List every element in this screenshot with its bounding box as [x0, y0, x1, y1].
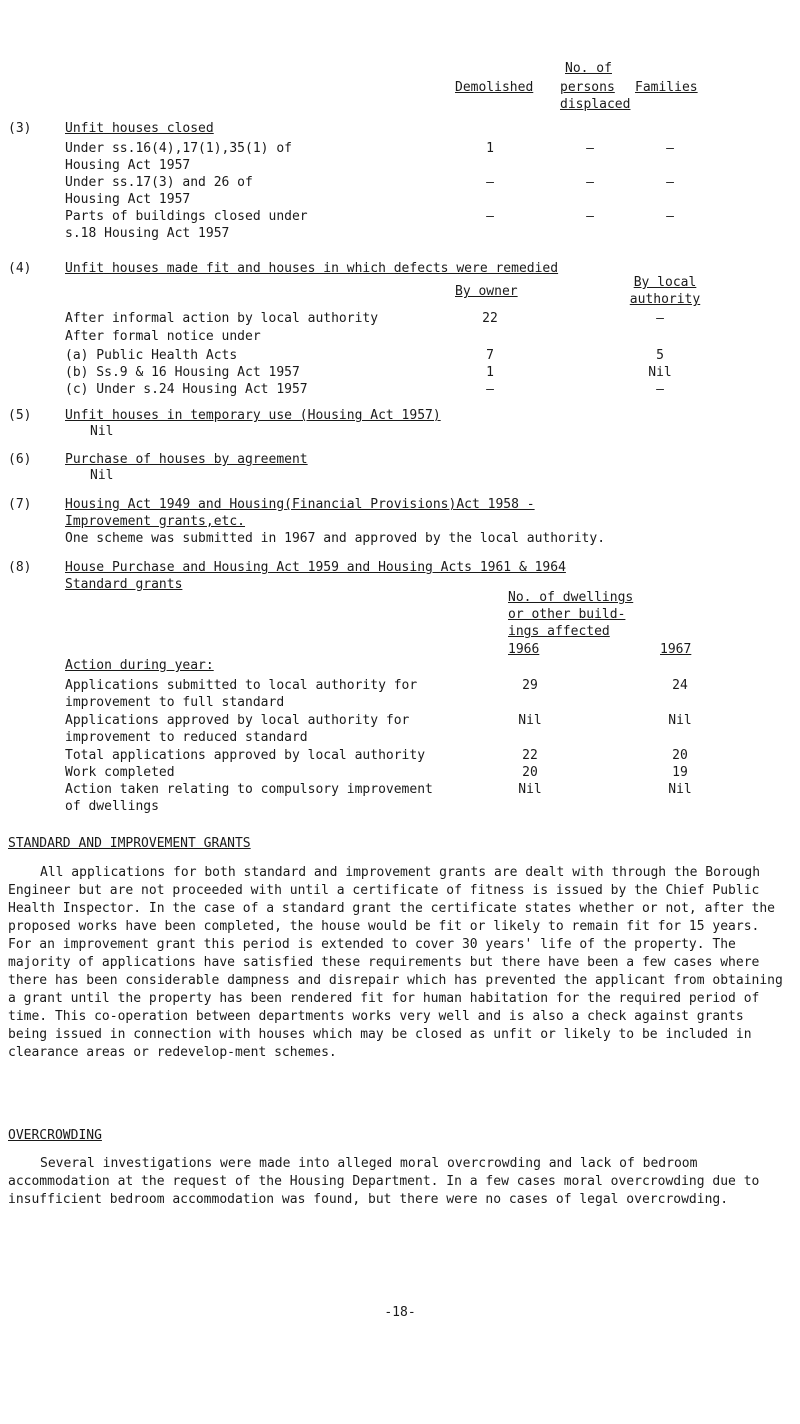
closed-row-3-persons: – [586, 209, 594, 224]
section-text-7: One scheme was submitted in 1967 and approved by the local authority. [65, 531, 606, 546]
closed-row-3-demolished: – [486, 209, 494, 224]
section-title-7: Housing Act 1949 and Housing(Financial Provisions)Act 1958 - [65, 497, 535, 512]
closed-row-2-families: – [666, 175, 674, 190]
section-number-8: (8) [8, 560, 32, 575]
grant-row-4-1967: 19 [672, 765, 688, 780]
remedied-informal-label: After informal action by local authority [65, 311, 379, 326]
closed-row-3-label: Parts of buildings closed under [65, 209, 308, 224]
col-header-displaced: displaced [560, 97, 631, 112]
grants-paragraph: All applications for both standard and improvement grants are dealt with through the Borough Engineer but are not proceeded with until a certificate of fitness is issued by the Chief Public Health Inspector. In the case of a standard grant the certificate states whether or not, after the proposed works have been completed, the house would be fit or likely to remain fit for 15 years. For an improvement grant this period is extended to cover 30 years' life of the property. The majority of applications have satisfied these requirements but there have been a few cases where there has been considerable dampness and disrepair which has prevented the applicant from obtaining a grant until the property has been rendered fit for human habitation for the required period of time. This co-operation between departments works very well and is also a check against grants being issued in connection with houses which may be closed as unfit or likely to be included in clearance areas or redevelop-ment schemes. [8, 865, 783, 1060]
closed-row-2-demolished: – [486, 175, 494, 190]
col-header-families: Families [635, 80, 698, 95]
remedied-c-label: (c) Under s.24 Housing Act 1957 [65, 382, 308, 397]
grant-row-5-label-2: of dwellings [65, 799, 159, 814]
grant-row-4-label: Work completed [65, 765, 175, 780]
grant-row-1-1967: 24 [672, 678, 688, 693]
section-title-6: Purchase of houses by agreement [65, 452, 308, 467]
grant-row-1-1966: 29 [522, 678, 538, 693]
grant-row-3-1967: 20 [672, 748, 688, 763]
grant-row-5-1967: Nil [668, 782, 692, 797]
remedied-b-owner: 1 [486, 365, 494, 380]
col-header-year-1967: 1967 [660, 642, 692, 657]
section-title-7-line2: Improvement grants,etc. [65, 514, 246, 529]
closed-row-1-label-2: Housing Act 1957 [65, 158, 191, 173]
remedied-c-owner: – [486, 382, 494, 397]
closed-row-2-persons: – [586, 175, 594, 190]
section-title-8: House Purchase and Housing Act 1959 and Housing Acts 1961 & 1964 [65, 560, 566, 575]
section-title-5: Unfit houses in temporary use (Housing Act 1957) [65, 408, 441, 423]
closed-row-2-label: Under ss.17(3) and 26 of [65, 175, 253, 190]
grant-row-5-label: Action taken relating to compulsory improvement [65, 782, 433, 797]
grant-row-5-1966: Nil [518, 782, 542, 797]
overcrowding-paragraph: Several investigations were made into alleged moral overcrowding and lack of bedroom accommodation at the request of the Housing Department. In a few cases moral overcrowding due to insufficient bedroom accommodation was found, but there were no cases of legal overcrowding. [8, 1156, 760, 1207]
section-title-3: Unfit houses closed [65, 121, 214, 136]
page-number: -18- [384, 1305, 416, 1320]
grant-row-2-1967: Nil [668, 713, 692, 728]
remedied-c-local: – [656, 382, 664, 397]
grants-heading: STANDARD AND IMPROVEMENT GRANTS [8, 836, 251, 851]
closed-row-2-label-2: Housing Act 1957 [65, 192, 191, 207]
grant-row-1-label-2: improvement to full standard [65, 695, 285, 710]
grant-row-2-1966: Nil [518, 713, 542, 728]
remedied-a-label: (a) Public Health Acts [65, 348, 238, 363]
grant-row-2-label-2: improvement to reduced standard [65, 730, 308, 745]
col-header-dwellings-3: ings affected [508, 624, 610, 639]
col-header-dwellings-2: or other build- [508, 607, 626, 622]
section-value-6: Nil [90, 468, 114, 483]
remedied-b-label: (b) Ss.9 & 16 Housing Act 1957 [65, 365, 300, 380]
section-number-5: (5) [8, 408, 32, 423]
closed-row-1-persons: – [586, 141, 594, 156]
remedied-informal-local: – [656, 311, 664, 326]
closed-row-1-families: – [666, 141, 674, 156]
remedied-informal-owner: 22 [482, 311, 498, 326]
section-value-5: Nil [90, 424, 114, 439]
section-title-8-line2: Standard grants [65, 577, 183, 592]
col-header-authority: authority [629, 292, 701, 307]
grant-row-3-label: Total applications approved by local authority [65, 748, 426, 763]
section-title-4: Unfit houses made fit and houses in which defects were remedied [65, 261, 559, 276]
overcrowding-heading: OVERCROWDING [8, 1128, 102, 1143]
col-header-persons: persons [560, 80, 615, 95]
grant-row-3-1966: 22 [522, 748, 538, 763]
col-header-demolished: Demolished [455, 80, 534, 95]
col-header-no-of: No. of [565, 61, 612, 76]
remedied-a-local: 5 [656, 348, 664, 363]
section-number-4: (4) [8, 261, 32, 276]
section-number-6: (6) [8, 452, 32, 467]
section-number-7: (7) [8, 497, 32, 512]
action-during-year-label: Action during year: [65, 658, 214, 673]
closed-row-3-families: – [666, 209, 674, 224]
col-header-dwellings-1: No. of dwellings [508, 590, 634, 605]
col-header-by-owner: By owner [455, 284, 518, 299]
col-header-year-1966: 1966 [508, 642, 540, 657]
grant-row-4-1966: 20 [522, 765, 538, 780]
grant-row-1-label: Applications submitted to local authority for [65, 678, 418, 693]
remedied-formal-label: After formal notice under [65, 329, 261, 344]
col-header-by-local: By local [633, 275, 697, 290]
section-number-3: (3) [8, 121, 32, 136]
remedied-b-local: Nil [648, 365, 672, 380]
grant-row-2-label: Applications approved by local authority for [65, 713, 410, 728]
closed-row-3-label-2: s.18 Housing Act 1957 [65, 226, 230, 241]
remedied-a-owner: 7 [486, 348, 494, 363]
closed-row-1-label: Under ss.16(4),17(1),35(1) of [65, 141, 292, 156]
closed-row-1-demolished: 1 [486, 141, 494, 156]
